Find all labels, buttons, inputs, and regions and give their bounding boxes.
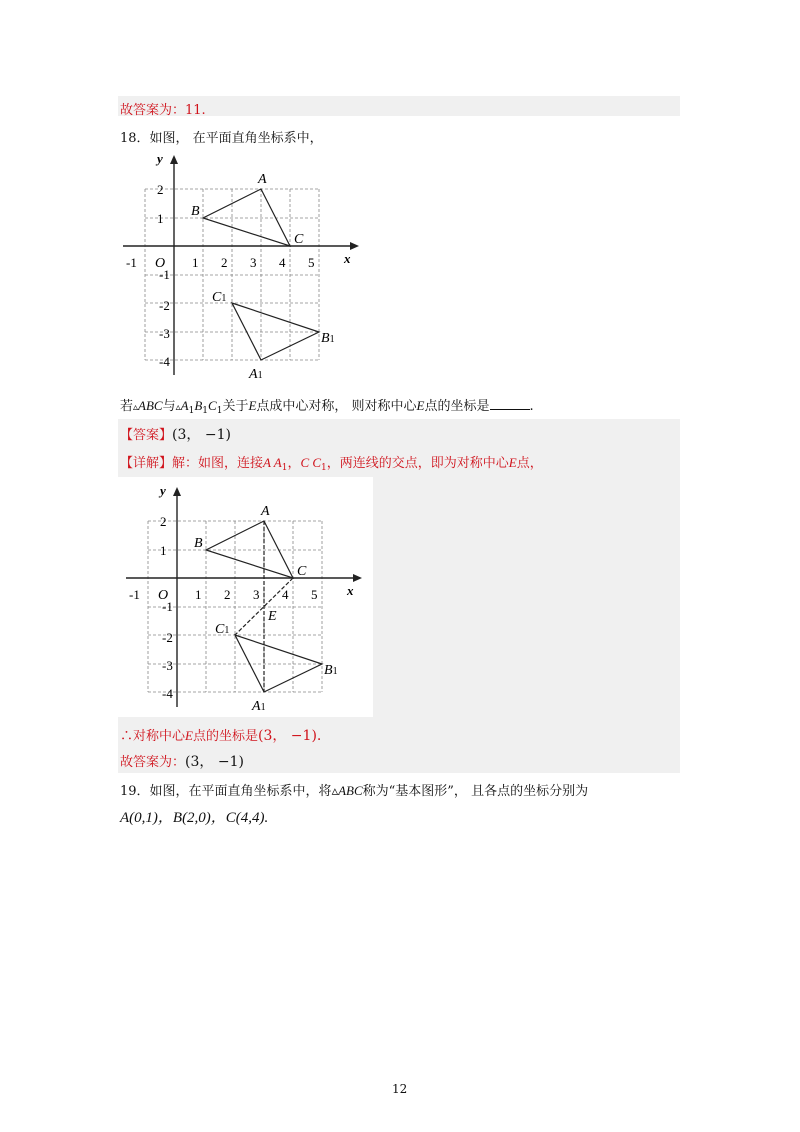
final-answer-row xyxy=(120,751,244,771)
x-tick: 1 xyxy=(192,255,199,270)
x-tick: 5 xyxy=(308,255,315,270)
conclusion-row: ∴对称中心E点的坐标是(3， −1). xyxy=(120,728,322,744)
point-a1-label: A1 xyxy=(249,367,263,382)
final-answer-label: 故答案为： xyxy=(120,755,186,770)
detail-row: 【详解】解：如图，连接A $A_1$，C $C_1$，两连线的交点，即为对称中心E点， xyxy=(120,455,543,473)
y-tick: -3 xyxy=(159,326,170,341)
triangle-a1b1c1 xyxy=(232,303,319,360)
q18-figure xyxy=(115,145,370,385)
y-tick: -4 xyxy=(159,354,170,369)
answer-row xyxy=(120,424,231,444)
answer-value: (3， −1) xyxy=(172,427,231,443)
y-tick: 2 xyxy=(160,514,167,529)
y-tick: 1 xyxy=(157,211,164,226)
final-answer-value: (3， −1) xyxy=(185,754,244,770)
point-c1-label: C1 xyxy=(212,290,227,305)
y-tick: 1 xyxy=(160,543,167,558)
x-tick: -1 xyxy=(129,587,140,602)
y-tick: -2 xyxy=(159,298,170,313)
origin-label: O xyxy=(158,588,169,603)
triangle-abc xyxy=(203,189,290,246)
y-tick: -4 xyxy=(162,686,173,701)
y-tick: -1 xyxy=(159,267,170,282)
y-axis-label: y xyxy=(157,151,163,166)
q18-number: 18． xyxy=(120,131,150,146)
q19-line1: 19．如图，在平面直角坐标系中，将▵ABC称为“基本图形”， 且各点的坐标分别为 xyxy=(120,783,589,799)
point-c-label: C xyxy=(297,564,307,579)
x-axis-label: x xyxy=(344,251,351,266)
prev-answer: 故答案为：11. xyxy=(120,103,206,118)
y-tick: -3 xyxy=(162,658,173,673)
grid xyxy=(145,189,320,360)
solution-figure xyxy=(118,477,373,717)
x-tick: 2 xyxy=(224,587,231,602)
detail-tag: 【详解】 xyxy=(120,456,173,471)
point-a-label: A xyxy=(258,172,267,187)
page-number: 12 xyxy=(392,1082,408,1096)
q19-number: 19． xyxy=(120,784,150,799)
y-tick: -1 xyxy=(162,599,173,614)
answer-tag: 【答案】 xyxy=(120,428,173,443)
x-tick: 5 xyxy=(311,587,318,602)
point-b1-label: B1 xyxy=(321,331,335,346)
x-tick: 3 xyxy=(250,255,257,270)
point-b1-label: B1 xyxy=(324,663,338,678)
q19-coords: A(0,1)，B(2,0)，C(4,4). xyxy=(120,810,269,826)
y-tick: -2 xyxy=(162,630,173,645)
q18-question: 若▵ABC与$▵A_1B_1C_1$关于E点成中心对称， 则对称中心E点的坐标是 . xyxy=(120,398,534,416)
point-a1-label: A1 xyxy=(252,699,266,714)
point-b-label: B xyxy=(194,536,203,551)
q18-header xyxy=(120,127,323,146)
answer-blank xyxy=(490,397,530,410)
y-axis-label: y xyxy=(160,483,166,498)
origin-label: O xyxy=(155,256,166,271)
point-a-label: A xyxy=(261,504,270,519)
triangle-a1b1c1 xyxy=(235,635,322,692)
x-tick: 1 xyxy=(195,587,202,602)
q18-intro: 如图， 在平面直角坐标系中， xyxy=(149,131,323,146)
x-tick: -1 xyxy=(126,255,137,270)
x-tick: 3 xyxy=(253,587,260,602)
triangle-abc xyxy=(206,521,293,578)
x-axis-label: x xyxy=(347,583,354,598)
x-tick: 2 xyxy=(221,255,228,270)
point-b-label: B xyxy=(191,204,200,219)
point-c1-label: C1 xyxy=(215,622,230,637)
point-e-label: E xyxy=(268,609,277,624)
x-tick: 4 xyxy=(279,255,286,270)
y-tick: 2 xyxy=(157,182,164,197)
point-c-label: C xyxy=(294,232,304,247)
x-tick: 4 xyxy=(282,587,289,602)
